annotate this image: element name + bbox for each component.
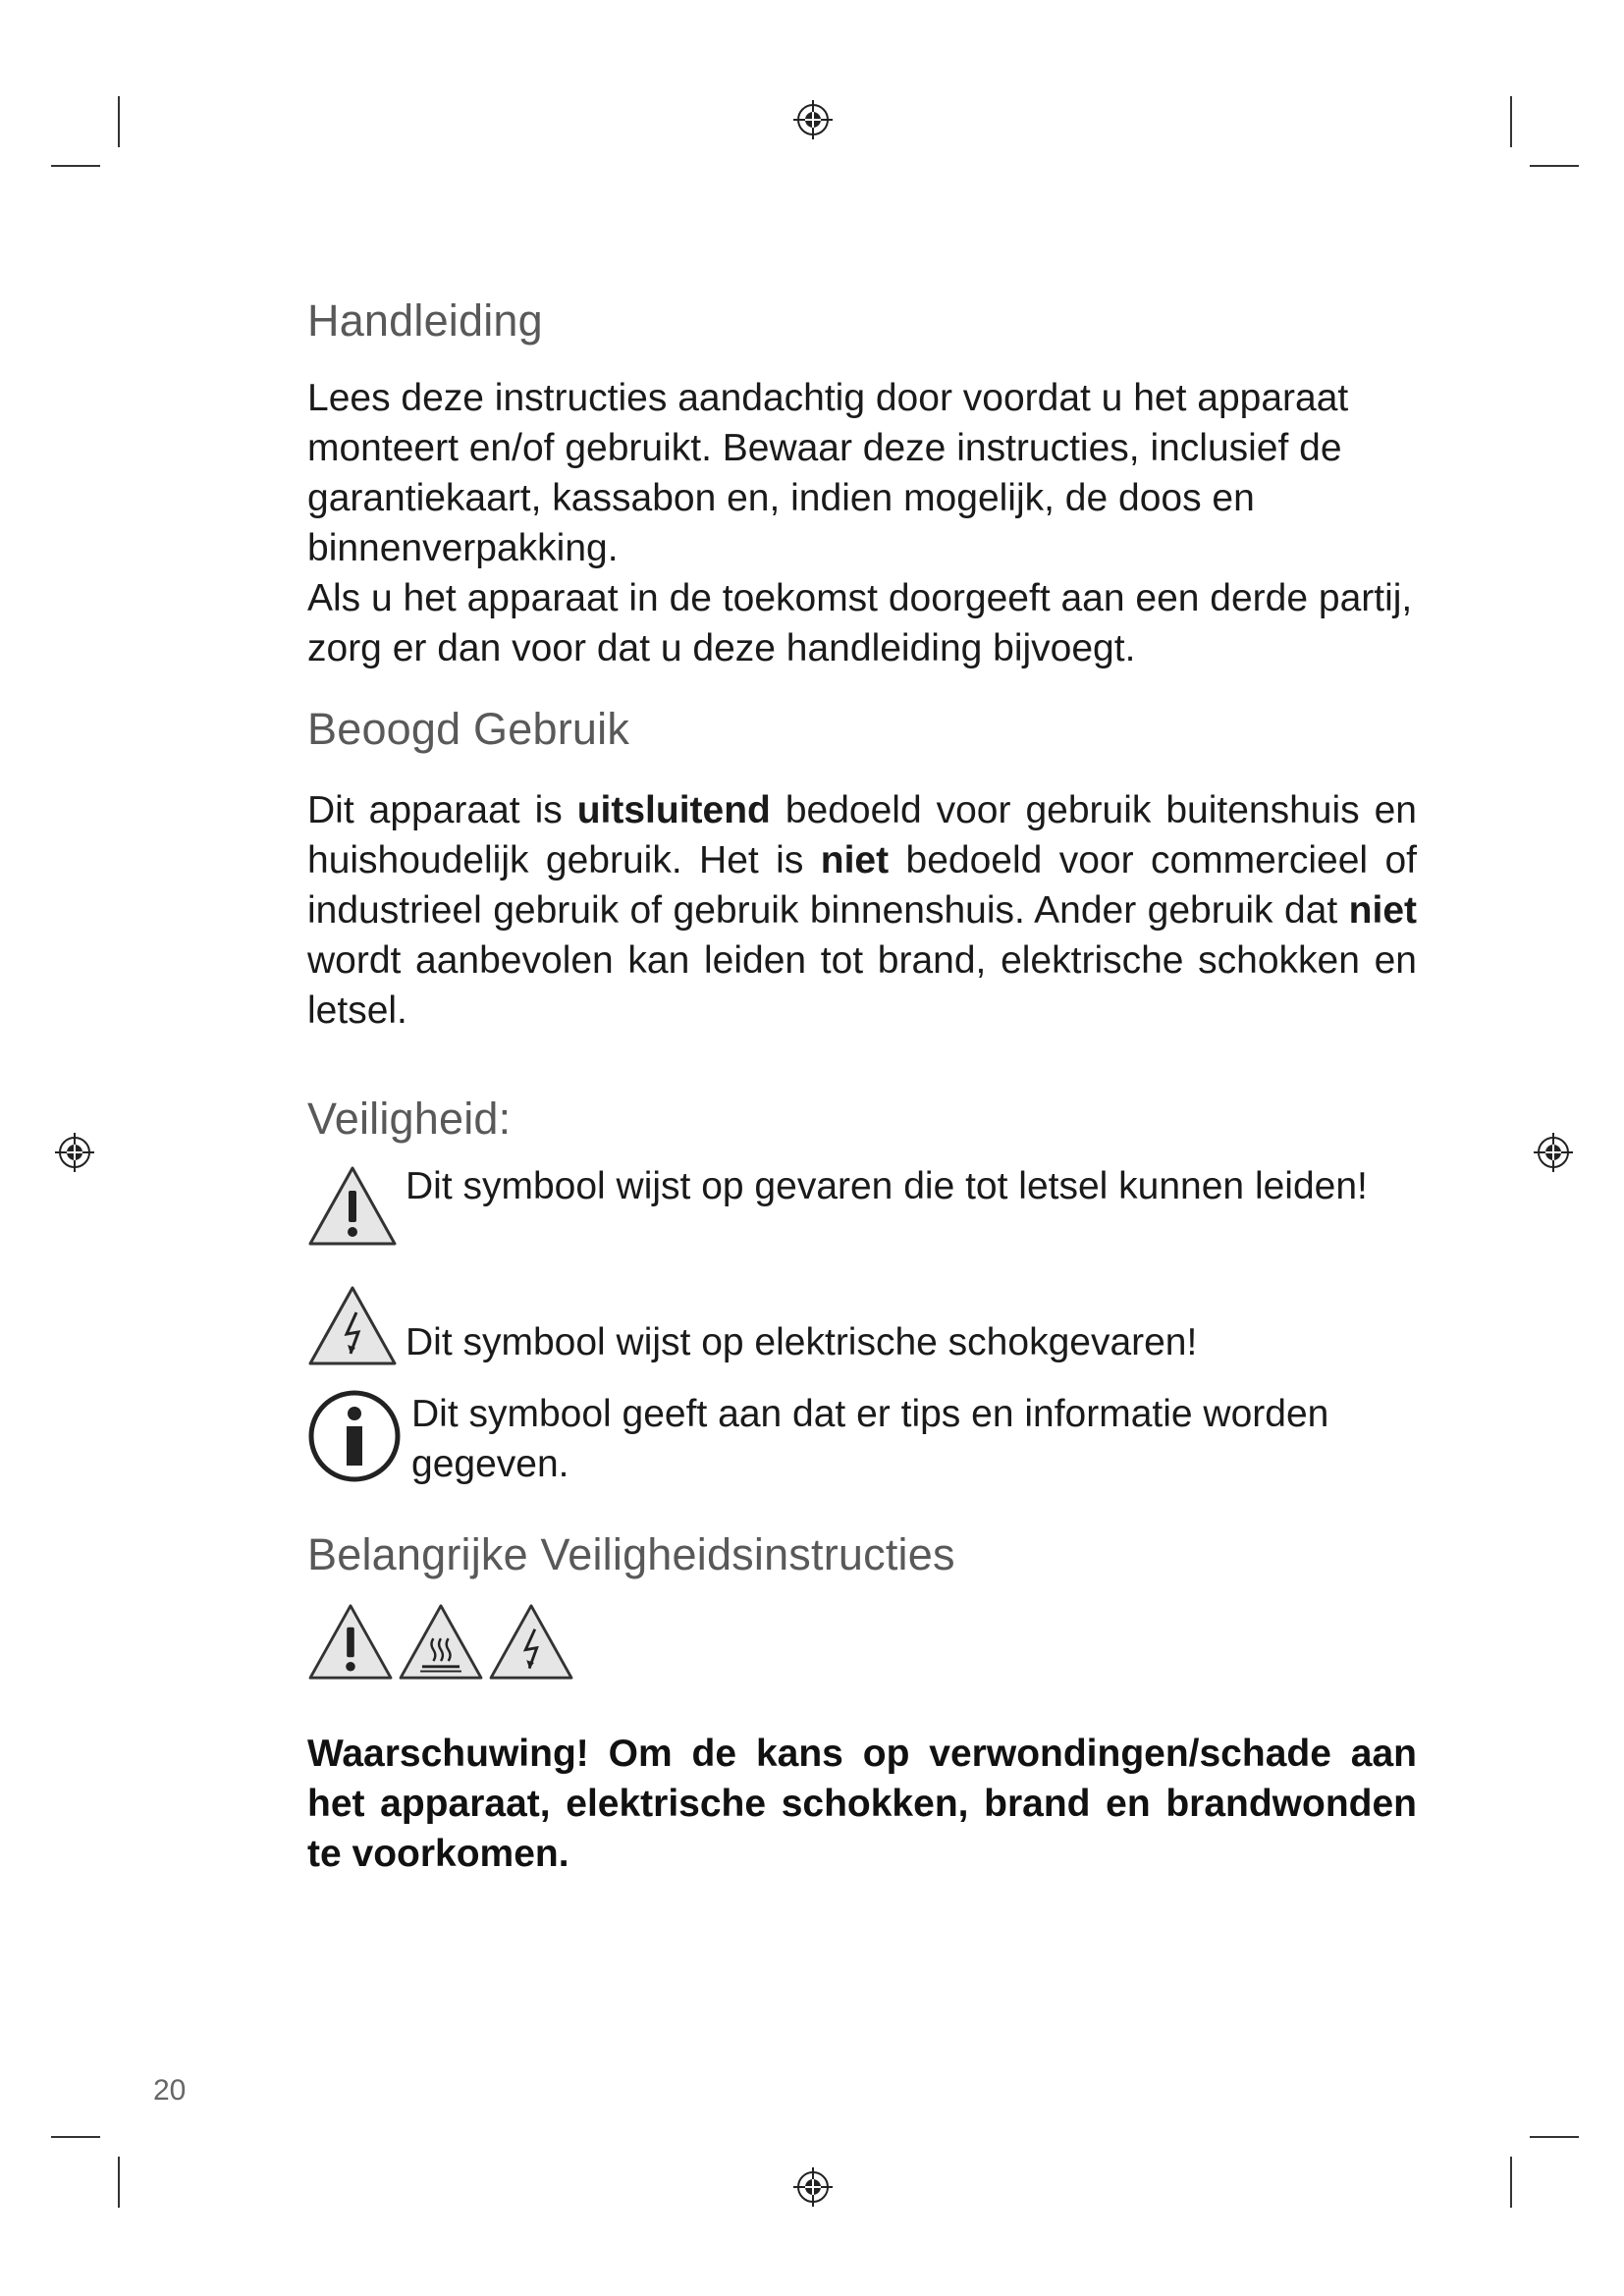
crop-mark-bottom-left-h bbox=[51, 2136, 100, 2138]
crop-mark-top-right-v bbox=[1510, 96, 1512, 147]
crop-mark-bottom-right-v bbox=[1510, 2157, 1512, 2208]
beoogd-bold-niet-1: niet bbox=[820, 839, 890, 881]
crop-mark-top-left-h bbox=[51, 165, 100, 167]
shock-symbol-row bbox=[307, 1285, 1417, 1367]
heading-veiligheid: Veiligheid: bbox=[307, 1094, 512, 1144]
beoogd-bold-uitsluitend: uitsluitend bbox=[576, 789, 771, 831]
info-symbol-row bbox=[307, 1389, 1417, 1489]
shock-symbol-text: Dit symbool wijst op elektrische schokgevaren! bbox=[406, 1321, 1198, 1363]
handleiding-paragraph-2: Als u het apparaat in de toekomst doorgeeft aan een derde partij, zorg er dan voor dat u deze handleiding bijvoegt. bbox=[307, 577, 1413, 669]
registration-mark-icon bbox=[793, 2167, 833, 2207]
beoogd-text-3: bedoeld voor commercieel of industrieel gebruik of gebruik binnenshuis. Ander gebruik dat bbox=[307, 839, 1417, 932]
registration-mark-icon bbox=[793, 100, 833, 139]
electric-shock-icon bbox=[488, 1603, 574, 1682]
heading-belangrijke-veiligheidsinstructies: Belangrijke Veiligheidsinstructies bbox=[307, 1529, 955, 1579]
beoogd-gebruik-paragraph bbox=[307, 785, 1417, 1036]
warning-triangle-icon bbox=[307, 1165, 398, 1248]
electric-shock-icon bbox=[307, 1285, 398, 1367]
registration-mark-icon bbox=[55, 1133, 94, 1172]
crop-mark-bottom-left-v bbox=[118, 2157, 120, 2208]
page-content bbox=[307, 294, 1417, 1879]
crop-mark-top-left-v bbox=[118, 96, 120, 147]
handleiding-paragraph-1: Lees deze instructies aandachtig door voordat u het apparaat monteert en/of gebruikt. Bewaar deze instructies, inclusief de garantiekaart, kassabon en, indien mogelijk, de doos en binnenverpakking. bbox=[307, 377, 1349, 569]
registration-mark-icon bbox=[1534, 1133, 1573, 1172]
safety-icons-row bbox=[307, 1603, 1417, 1682]
heading-handleiding: Handleiding bbox=[307, 295, 543, 346]
beoogd-text-2: bedoeld voor gebruik buitenshuis en huishoudelijk gebruik. Het is bbox=[307, 789, 1417, 881]
warning-symbol-row bbox=[307, 1161, 1417, 1248]
info-symbol-text: Dit symbool geeft aan dat er tips en informatie worden gegeven. bbox=[411, 1393, 1329, 1485]
crop-mark-top-right-h bbox=[1530, 165, 1579, 167]
warning-symbol-text: Dit symbool wijst op gevaren die tot letsel kunnen leiden! bbox=[406, 1165, 1368, 1207]
heading-beoogd-gebruik: Beoogd Gebruik bbox=[307, 704, 630, 754]
warning-triangle-icon bbox=[307, 1603, 394, 1682]
beoogd-bold-niet-2: niet bbox=[1348, 889, 1417, 932]
crop-mark-bottom-right-h bbox=[1530, 2136, 1579, 2138]
beoogd-text-4: wordt aanbevolen kan leiden tot brand, elektrische schokken en letsel. bbox=[307, 939, 1417, 1032]
important-warning-text: Waarschuwing! Om de kans op verwondingen/schade aan het apparaat, elektrische schokken, brand en brandwonden te voorkomen. bbox=[307, 1733, 1417, 1875]
beoogd-text-1: Dit apparaat is bbox=[307, 789, 577, 831]
hot-surface-icon bbox=[398, 1603, 484, 1682]
info-icon bbox=[307, 1389, 402, 1483]
page-number: 20 bbox=[153, 2074, 187, 2107]
